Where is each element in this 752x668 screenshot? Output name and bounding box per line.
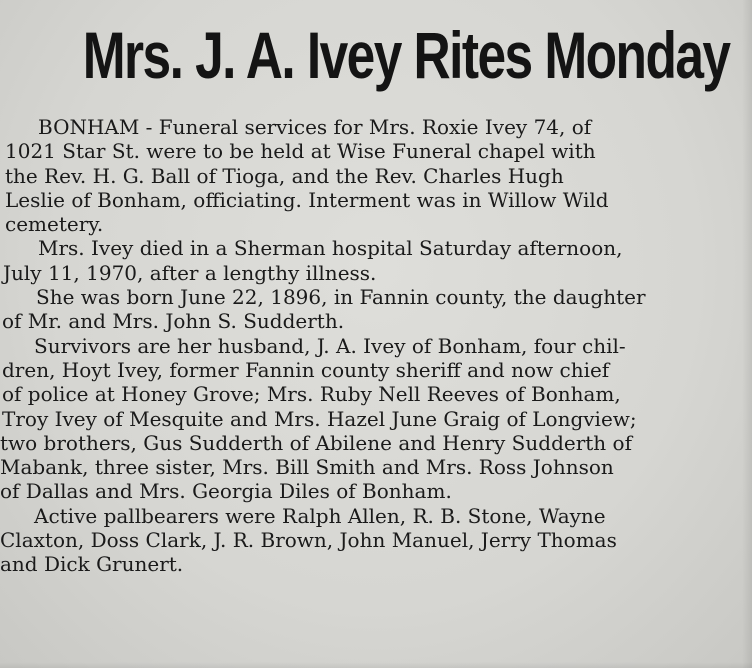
headline: Mrs. J. A. Ivey Rites Monday bbox=[82, 18, 730, 92]
article-line: dren, Hoyt Ivey, former Fannin county sheriff and now chief bbox=[2, 357, 610, 382]
article-line: of Dallas and Mrs. Georgia Diles of Bonham. bbox=[0, 479, 452, 504]
article-line: Survivors are her husband, J. A. Ivey of Bonham, four chil- bbox=[34, 333, 626, 358]
paper-edge-shadow bbox=[742, 0, 752, 668]
article-line: July 11, 1970, after a lengthy illness. bbox=[3, 260, 377, 285]
article-line: and Dick Grunert. bbox=[0, 552, 184, 577]
article-line: She was born June 22, 1896, in Fannin county, the daughter bbox=[36, 285, 646, 310]
article-line: cemetery. bbox=[5, 212, 104, 237]
article-line: the Rev. H. G. Ball of Tioga, and the Rev. Charles Hugh bbox=[5, 163, 564, 188]
article-line: of Mr. and Mrs. John S. Sudderth. bbox=[2, 309, 345, 334]
article-line: 1021 Star St. were to be held at Wise Funeral chapel with bbox=[5, 139, 596, 164]
paper-bottom-shadow bbox=[0, 662, 752, 668]
article-line: Mabank, three sister, Mrs. Bill Smith and Mrs. Ross Johnson bbox=[0, 455, 614, 480]
article-line: Claxton, Doss Clark, J. R. Brown, John Manuel, Jerry Thomas bbox=[0, 528, 617, 553]
article-line: Active pallbearers were Ralph Allen, R. B. Stone, Wayne bbox=[34, 503, 606, 528]
article-line: of police at Honey Grove; Mrs. Ruby Nell Reeves of Bonham, bbox=[2, 382, 621, 407]
article-line: Leslie of Bonham, officiating. Interment was in Willow Wild bbox=[5, 187, 609, 212]
article-line: BONHAM - Funeral services for Mrs. Roxie Ivey 74, of bbox=[38, 115, 592, 139]
article-body bbox=[0, 115, 752, 577]
article-line: Mrs. Ivey died in a Sherman hospital Saturday afternoon, bbox=[38, 236, 623, 261]
article-line: two brothers, Gus Sudderth of Abilene and Henry Sudderth of bbox=[0, 430, 632, 455]
article-line: Troy Ivey of Mesquite and Mrs. Hazel June Graig of Longview; bbox=[2, 406, 637, 431]
